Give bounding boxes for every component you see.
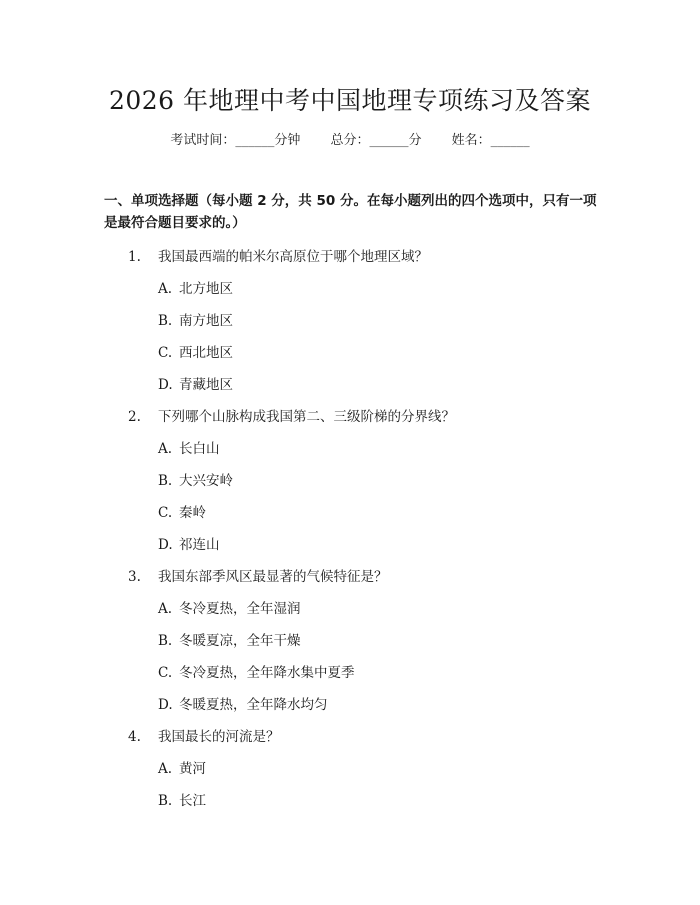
- option-letter: B.: [158, 313, 173, 329]
- question-row: [0, 561, 700, 593]
- option-row: [0, 753, 700, 785]
- question-row: [0, 401, 700, 433]
- question-text: 下列哪个山脉构成我国第二、三级阶梯的分界线？: [158, 409, 455, 425]
- option-row: [0, 689, 700, 721]
- option-row: [0, 529, 700, 561]
- option-letter: C.: [158, 665, 173, 681]
- question-number: 3.: [128, 569, 141, 585]
- section-heading: [104, 190, 604, 234]
- option-text: 北方地区: [179, 281, 233, 297]
- option-row: [0, 273, 700, 305]
- option-letter: A.: [158, 281, 173, 297]
- option-letter: B.: [158, 473, 173, 489]
- option-text: 大兴安岭: [179, 473, 233, 489]
- option-text: 冬冷夏热，全年湿润: [179, 601, 301, 617]
- question-text: 我国东部季风区最显著的气候特征是？: [158, 569, 388, 585]
- question-text: 我国最西端的帕米尔高原位于哪个地理区域？: [158, 249, 428, 265]
- question-number: 2.: [128, 409, 141, 425]
- option-row: [0, 305, 700, 337]
- option-text: 冬暖夏凉，全年干燥: [179, 633, 301, 649]
- question-row: [0, 241, 700, 273]
- option-letter: C.: [158, 345, 173, 361]
- option-row: [0, 337, 700, 369]
- option-row: [0, 785, 700, 817]
- option-text: 长江: [179, 793, 206, 809]
- option-text: 长白山: [179, 441, 220, 457]
- option-row: [0, 433, 700, 465]
- option-row: [0, 497, 700, 529]
- option-letter: A.: [158, 601, 173, 617]
- option-text: 黄河: [179, 761, 206, 777]
- document-title: 2026 年地理中考中国地理专项练习及答案: [108, 86, 592, 115]
- question-row: [0, 721, 700, 753]
- section-heading-line: 是最符合题目要求的。）: [104, 215, 246, 231]
- option-letter: D.: [158, 377, 173, 393]
- option-letter: D.: [158, 537, 173, 553]
- question-number: 1.: [128, 249, 141, 265]
- option-text: 秦岭: [179, 505, 206, 521]
- total-score-field: 总分：______分: [330, 133, 422, 148]
- option-row: [0, 369, 700, 401]
- option-text: 冬冷夏热，全年降水集中夏季: [179, 665, 355, 681]
- option-text: 冬暖夏热，全年降水均匀: [179, 697, 328, 713]
- option-row: [0, 593, 700, 625]
- question-number: 4.: [128, 729, 141, 745]
- option-letter: B.: [158, 793, 173, 809]
- option-text: 南方地区: [179, 313, 233, 329]
- section-heading-line: 一、单项选择题（每小题 2 分，共 50 分。在每小题列出的四个选项中，只有一项: [104, 193, 597, 209]
- option-text: 祁连山: [179, 537, 220, 553]
- exam-meta: [0, 131, 700, 151]
- option-row: [0, 625, 700, 657]
- option-letter: B.: [158, 633, 173, 649]
- student-name-field: 姓名：______: [451, 133, 530, 148]
- question-list: [0, 241, 700, 817]
- option-text: 青藏地区: [179, 377, 233, 393]
- option-letter: A.: [158, 761, 173, 777]
- option-text: 西北地区: [179, 345, 233, 361]
- question-text: 我国最长的河流是？: [158, 729, 280, 745]
- option-letter: A.: [158, 441, 173, 457]
- option-letter: C.: [158, 505, 173, 521]
- option-letter: D.: [158, 697, 173, 713]
- option-row: [0, 657, 700, 689]
- exam-time-field: 考试时间：______分钟: [170, 133, 301, 148]
- option-row: [0, 465, 700, 497]
